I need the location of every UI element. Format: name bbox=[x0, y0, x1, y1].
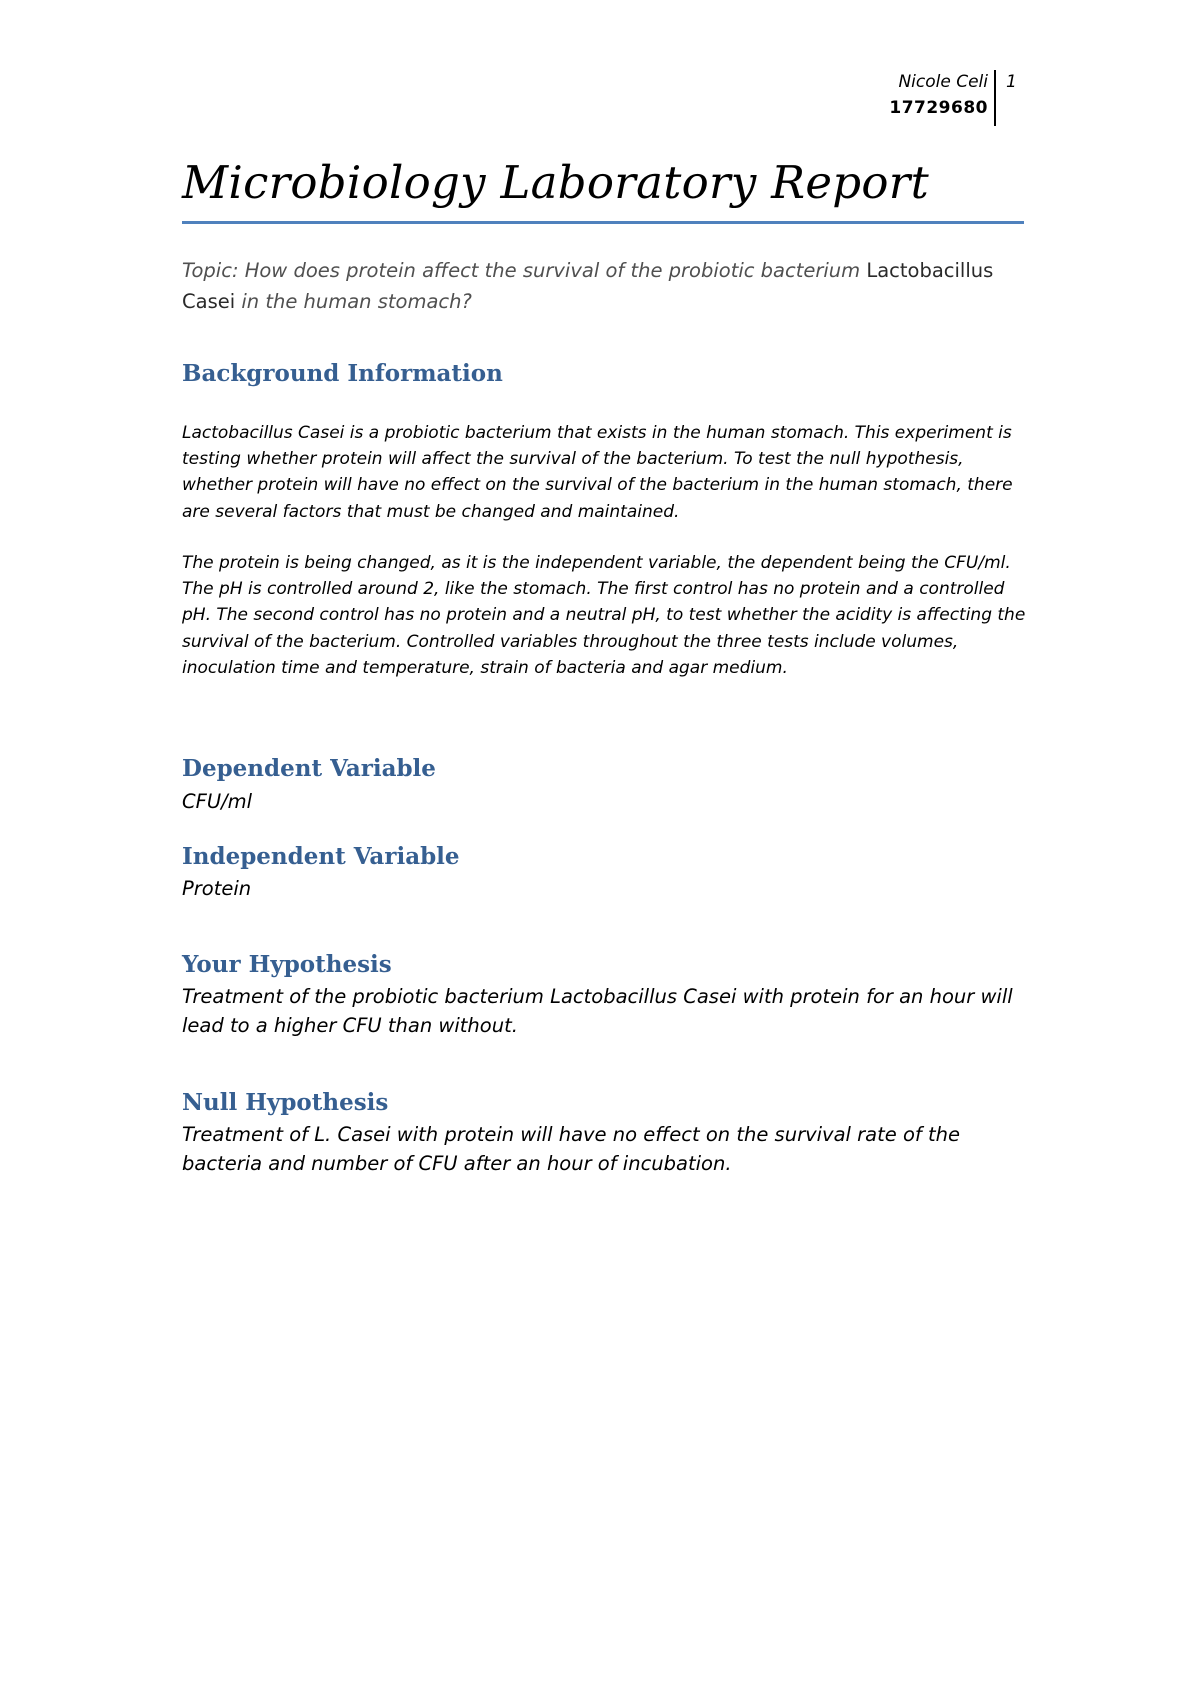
heading-hypothesis: Your Hypothesis bbox=[182, 951, 392, 978]
heading-independent-variable: Independent Variable bbox=[182, 843, 460, 870]
topic-line bbox=[182, 255, 1032, 317]
header-student-id: 17729680 bbox=[889, 98, 988, 118]
background-paragraph-1: Lactobacillus Casei is a probiotic bacterium that exists in the human stomach. This experiment is testing whether protein will affect the survival of the bacterium. To test the null hypothesis, whether protein will have no effect on the survival of the bacterium in the human stomach, there are several factors that must be changed and maintained. bbox=[182, 423, 1013, 522]
independent-variable-value: Protein bbox=[182, 877, 252, 900]
document-title: Microbiology Laboratory Report bbox=[182, 156, 929, 209]
heading-null-hypothesis: Null Hypothesis bbox=[182, 1089, 389, 1116]
header-author: Nicole Celi bbox=[898, 72, 988, 92]
hypothesis-value: Treatment of the probiotic bacterium Lactobacillus Casei with protein for an hour will lead to a higher CFU than without. bbox=[182, 985, 1013, 1037]
dependent-variable-value: CFU/ml bbox=[182, 790, 253, 813]
header-divider bbox=[994, 70, 996, 126]
title-underline bbox=[182, 221, 1024, 224]
page-header bbox=[880, 70, 1060, 126]
page-number: 1 bbox=[1006, 72, 1017, 92]
background-paragraph-2: The protein is being changed, as it is the independent variable, the dependent being the CFU/ml. The pH is controlled around 2, like the stomach. The first control has no protein and a controlled pH. The second control has no protein and a neutral pH, to test whether the acidity is affecting the survival of the bacterium. Controlled variables throughout the three tests include volumes, inoculation time and temperature, strain of bacteria and agar medium. bbox=[182, 553, 1026, 678]
topic-prefix: Topic: How does protein affect the survival of the probiotic bacterium bbox=[182, 259, 867, 282]
topic-suffix: in the human stomach? bbox=[235, 290, 472, 313]
topic-organism: Lactobacillus Casei bbox=[182, 259, 994, 313]
heading-background: Background Information bbox=[182, 360, 503, 387]
heading-dependent-variable: Dependent Variable bbox=[182, 755, 436, 782]
null-hypothesis-value: Treatment of L. Casei with protein will have no effect on the survival rate of the bacteria and number of CFU after an hour of incubation. bbox=[182, 1123, 960, 1175]
